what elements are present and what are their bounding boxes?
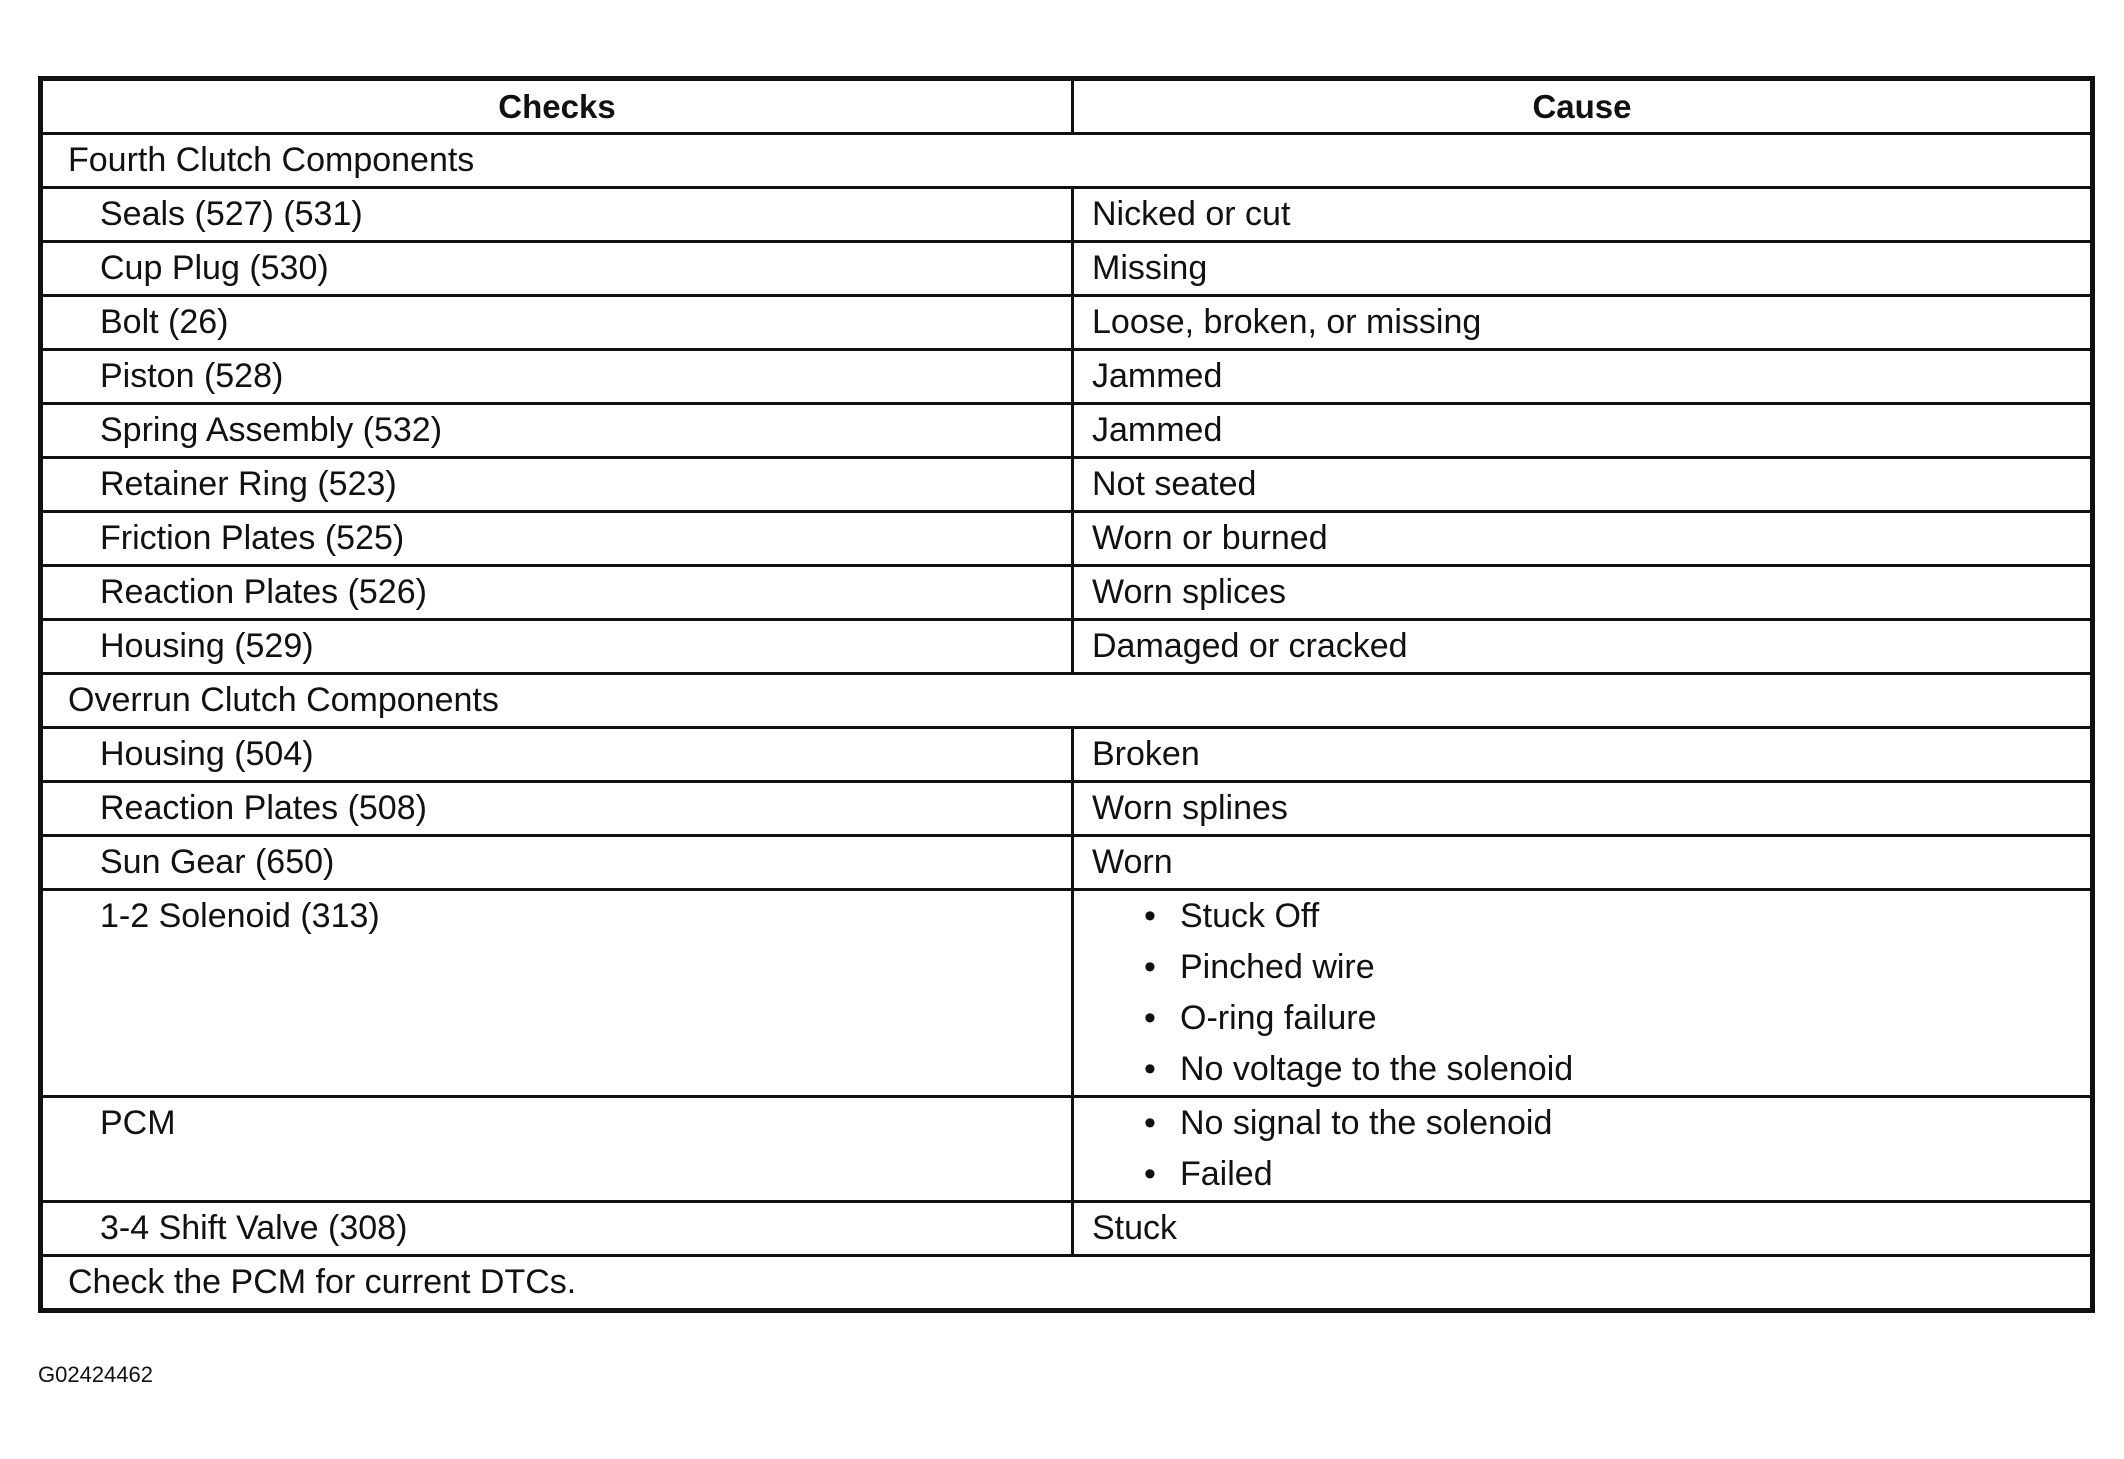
footer-row (41, 1256, 2093, 1311)
check-cell: Bolt (26) (41, 296, 1073, 350)
list-item: • Pinched wire (1144, 942, 2090, 993)
table-row (41, 188, 2093, 242)
cause-cell (1073, 1097, 2093, 1202)
check-cell: Piston (528) (41, 350, 1073, 404)
table-row (41, 242, 2093, 296)
figure-id: G02424462 (38, 1362, 153, 1387)
table-row (41, 512, 2093, 566)
check-cell: Seals (527) (531) (41, 188, 1073, 242)
cause-cell: Loose, broken, or missing (1073, 296, 2093, 350)
table-row (41, 1097, 2093, 1202)
cause-cell: Damaged or cracked (1073, 620, 2093, 674)
check-cell: 1-2 Solenoid (313) (41, 890, 1073, 1097)
list-item: • No signal to the solenoid (1144, 1098, 2090, 1149)
cause-cell: Worn splines (1073, 782, 2093, 836)
header-row (41, 79, 2093, 134)
diagnostic-table (38, 76, 2095, 1313)
check-cell: Housing (504) (41, 728, 1073, 782)
table-row (41, 620, 2093, 674)
table-row (41, 458, 2093, 512)
check-cell: Reaction Plates (526) (41, 566, 1073, 620)
list-item: • Stuck Off (1144, 891, 2090, 942)
cause-cell: Not seated (1073, 458, 2093, 512)
footer-note: Check the PCM for current DTCs. (41, 1256, 2093, 1311)
cause-bullet-list (1092, 1098, 2090, 1200)
check-cell: Housing (529) (41, 620, 1073, 674)
check-cell: PCM (41, 1097, 1073, 1202)
check-cell: Sun Gear (650) (41, 836, 1073, 890)
cause-cell: Missing (1073, 242, 2093, 296)
check-cell: 3-4 Shift Valve (308) (41, 1202, 1073, 1256)
check-cell: Retainer Ring (523) (41, 458, 1073, 512)
section-title-fourth-clutch: Fourth Clutch Components (41, 134, 2093, 188)
table-row (41, 350, 2093, 404)
section-title-overrun-clutch: Overrun Clutch Components (41, 674, 2093, 728)
table-row (41, 728, 2093, 782)
cause-bullet-list (1092, 891, 2090, 1095)
table-row (41, 404, 2093, 458)
cause-cell: Stuck (1073, 1202, 2093, 1256)
cause-cell: Worn splices (1073, 566, 2093, 620)
check-cell: Cup Plug (530) (41, 242, 1073, 296)
check-cell: Spring Assembly (532) (41, 404, 1073, 458)
cause-cell: Broken (1073, 728, 2093, 782)
section-row (41, 134, 2093, 188)
table-row (41, 782, 2093, 836)
cause-cell: Jammed (1073, 350, 2093, 404)
section-row (41, 674, 2093, 728)
table-row (41, 890, 2093, 1097)
cause-cell: Jammed (1073, 404, 2093, 458)
list-item: • Failed (1144, 1149, 2090, 1200)
list-item: • O-ring failure (1144, 993, 2090, 1044)
table-row (41, 296, 2093, 350)
check-cell: Reaction Plates (508) (41, 782, 1073, 836)
header-cause: Cause (1073, 79, 2093, 134)
table-row (41, 1202, 2093, 1256)
cause-cell (1073, 890, 2093, 1097)
header-checks: Checks (41, 79, 1073, 134)
cause-cell: Nicked or cut (1073, 188, 2093, 242)
table-row (41, 566, 2093, 620)
check-cell: Friction Plates (525) (41, 512, 1073, 566)
cause-cell: Worn (1073, 836, 2093, 890)
list-item: • No voltage to the solenoid (1144, 1044, 2090, 1095)
cause-cell: Worn or burned (1073, 512, 2093, 566)
table-row (41, 836, 2093, 890)
